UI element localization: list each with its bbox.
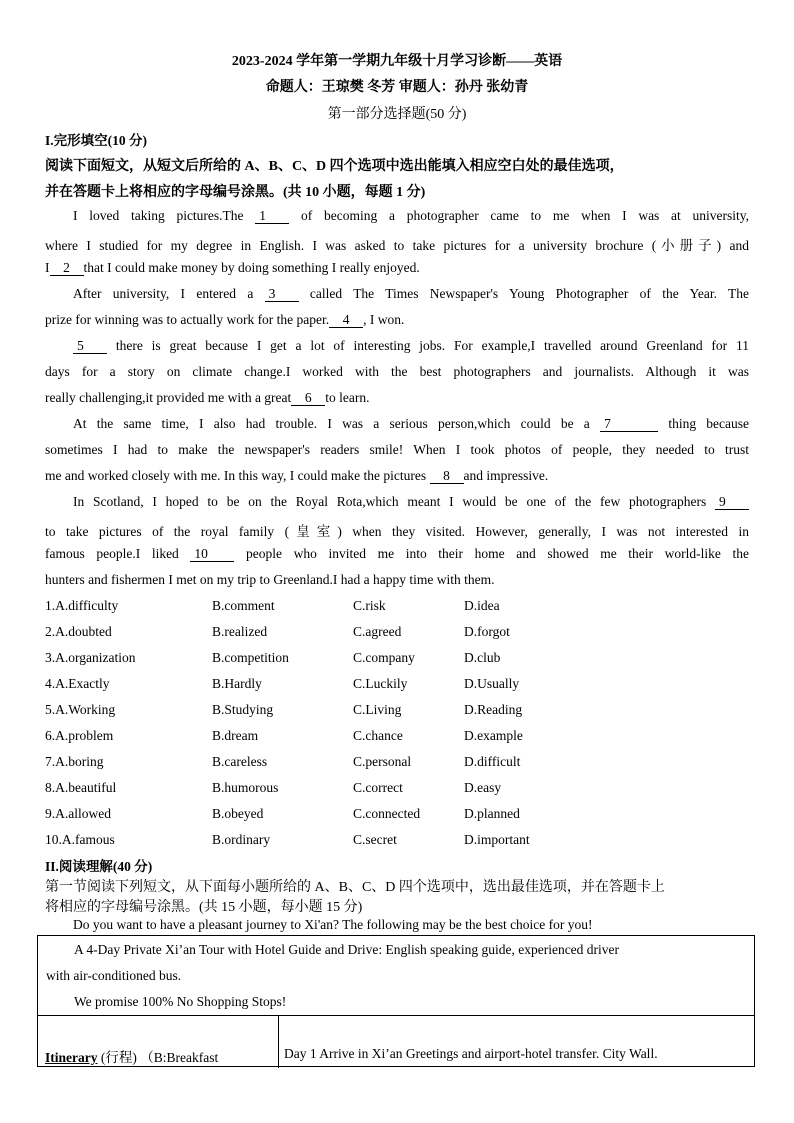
passage-text: At the same time, I also had trouble. I was a serious person,which could be a — [73, 416, 590, 431]
option-row — [45, 598, 749, 616]
option-choice: D.planned — [464, 806, 520, 821]
option-choice: C.personal — [353, 754, 412, 769]
passage-text: In Scotland, I hoped to be on the Royal Rota,which meant I would be one of the few photographers — [73, 494, 707, 509]
tour-promise: We promise 100% No Shopping Stops! — [74, 994, 287, 1009]
option-choice: D.idea — [464, 598, 500, 613]
option-row — [45, 624, 749, 642]
blank-2: 2 — [50, 261, 84, 276]
reading-instruction-1: 第一节阅读下列短文，从下面每小题所给的 A、B、C、D 四个选项中，选出最佳选项，并在答题卡上 — [45, 880, 665, 895]
option-choice: C.connected — [353, 806, 421, 821]
option-choice: C.agreed — [353, 624, 402, 639]
passage-line: to take pictures of the royal family (皇室) when they visited. However, generally, I was not interested in — [45, 524, 749, 539]
passage-line: hunters and fishermen I met on my trip to Greenland.I had a happy time with them. — [45, 572, 495, 587]
option-choice: 9.A.allowed — [45, 806, 111, 821]
passage-text: I loved taking pictures.The — [73, 208, 244, 223]
option-choice: B.obeyed — [212, 806, 264, 821]
option-choice: 5.A.Working — [45, 702, 116, 717]
option-choice: C.risk — [353, 598, 386, 613]
option-choice: D.forgot — [464, 624, 510, 639]
passage-line — [73, 208, 749, 224]
option-choice: 10.A.famous — [45, 832, 115, 847]
option-choice: B.Studying — [212, 702, 274, 717]
cloze-instruction-2: 并在答题卡上将相应的字母编号涂黑。(共 10 小题，每题 1 分) — [45, 185, 426, 200]
option-choice: B.Hardly — [212, 676, 262, 691]
option-choice: B.humorous — [212, 780, 279, 795]
passage-text: After university, I entered a — [73, 286, 254, 301]
passage-text: of becoming a photographer came to me when I was at university, — [301, 208, 750, 223]
option-choice: C.company — [353, 650, 415, 665]
blank-10: 10 — [190, 547, 234, 562]
passage-text: and impressive. — [463, 468, 549, 483]
option-choice: C.Living — [353, 702, 402, 717]
itinerary-day-1: Day 1 Arrive in Xi’an Greetings and airport-hotel transfer. City Wall. — [284, 1046, 658, 1061]
option-choice: D.Usually — [464, 676, 520, 691]
table-divider — [278, 1016, 279, 1068]
option-choice: 1.A.difficulty — [45, 598, 119, 613]
option-choice: D.example — [464, 728, 523, 743]
option-row — [45, 702, 749, 720]
exam-title: 2023-2024 学年第一学期九年级十月学习诊断——英语 — [231, 54, 563, 69]
cloze-instruction-1: 阅读下面短文，从短文后所给的 A、B、C、D 四个选项中选出能填入相应空白处的最佳选项， — [45, 159, 624, 174]
passage-line — [73, 338, 749, 354]
passage-text: I — [45, 260, 50, 275]
option-choice: B.realized — [212, 624, 268, 639]
option-choice: B.careless — [212, 754, 268, 769]
blank-5: 5 — [73, 339, 107, 354]
passage-text: there is great because I get a lot of interesting jobs. For example,I travelled around Greenland for 11 — [115, 338, 750, 353]
passage-line — [45, 260, 749, 276]
blank-4: 4 — [329, 313, 363, 328]
option-choice: D.Reading — [464, 702, 523, 717]
passage-text: really challenging,it provided me with a great — [45, 390, 292, 405]
option-choice: C.chance — [353, 728, 403, 743]
option-row — [45, 728, 749, 746]
option-row — [45, 676, 749, 694]
reading-heading: II.阅读理解(40 分) — [45, 859, 153, 874]
passage-line: sometimes I had to make the newspaper's readers smile! When I took photos of people, they needed to trust — [45, 442, 749, 457]
passage-text: people who invited me into their home and showed me their world-like the — [246, 546, 749, 561]
option-choice: B.comment — [212, 598, 275, 613]
tour-description: with air-conditioned bus. — [46, 968, 182, 983]
option-choice: D.difficult — [464, 754, 521, 769]
option-choice: B.ordinary — [212, 832, 271, 847]
passage-line — [45, 468, 749, 484]
passage-text: me and worked closely with me. In this way, I could make the pictures — [45, 468, 427, 483]
option-choice: 2.A.doubted — [45, 624, 112, 639]
option-row — [45, 650, 749, 668]
blank-6: 6 — [291, 391, 325, 406]
part-one-heading: 第一部分选择题(50 分) — [327, 107, 467, 122]
passage-text: thing because — [668, 416, 750, 431]
itinerary-label-rest: (行程) （B:Breakfast — [97, 1050, 219, 1065]
passage-text: that I could make money by doing something I really enjoyed. — [83, 260, 420, 275]
passage-line — [73, 494, 749, 510]
reading-instruction-2: 将相应的字母编号涂黑。(共 15 小题，每小题 15 分) — [45, 900, 363, 915]
option-choice: C.correct — [353, 780, 403, 795]
passage-text: called The Times Newspaper's Young Photographer of the Year. The — [309, 286, 750, 301]
option-choice: D.easy — [464, 780, 502, 795]
passage-text: to learn. — [325, 390, 370, 405]
passage-text: famous people.I liked — [45, 546, 179, 561]
option-choice: D.important — [464, 832, 530, 847]
option-choice: 4.A.Exactly — [45, 676, 110, 691]
blank-1: 1 — [255, 209, 289, 224]
passage-text: , I won. — [363, 312, 405, 327]
option-choice: B.competition — [212, 650, 289, 665]
option-choice: 6.A.problem — [45, 728, 114, 743]
option-row — [45, 780, 749, 798]
blank-3: 3 — [265, 287, 299, 302]
exam-authors: 命题人：王琼樊 冬芳 审题人：孙丹 张幼青 — [265, 80, 529, 95]
option-row — [45, 754, 749, 772]
option-row — [45, 832, 749, 850]
passage-line — [73, 416, 749, 432]
passage-line: where I studied for my degree in English. I was asked to take pictures for a university brochure (小册子) and — [45, 238, 749, 253]
option-choice: D.club — [464, 650, 501, 665]
option-choice: 8.A.beautiful — [45, 780, 117, 795]
passage-line — [45, 546, 749, 562]
tour-description: A 4-Day Private Xi’an Tour with Hotel Guide and Drive: English speaking guide, experienced driver — [74, 942, 620, 957]
passage-line — [45, 390, 749, 406]
passage-line — [73, 286, 749, 302]
passage-line — [45, 312, 749, 328]
itinerary-table — [37, 1015, 755, 1067]
tour-info-box — [37, 935, 755, 1016]
passage-line: days for a story on climate change.I worked with the best photographers and journalists. Although it was — [45, 364, 749, 379]
blank-8: 8 — [430, 469, 464, 484]
blank-7: 7 — [600, 417, 658, 432]
option-choice: 3.A.organization — [45, 650, 136, 665]
cloze-heading: I.完形填空(10 分) — [45, 133, 147, 148]
option-row — [45, 806, 749, 824]
option-choice: C.Luckily — [353, 676, 408, 691]
reading-intro: Do you want to have a pleasant journey to Xi'an? The following may be the best choice for you! — [73, 917, 593, 932]
option-choice: C.secret — [353, 832, 397, 847]
option-choice: 7.A.boring — [45, 754, 104, 769]
itinerary-label-cell — [45, 1046, 218, 1066]
itinerary-label: Itinerary — [45, 1050, 98, 1065]
blank-9: 9 — [715, 495, 749, 510]
option-choice: B.dream — [212, 728, 259, 743]
passage-text: prize for winning was to actually work for the paper. — [45, 312, 330, 327]
